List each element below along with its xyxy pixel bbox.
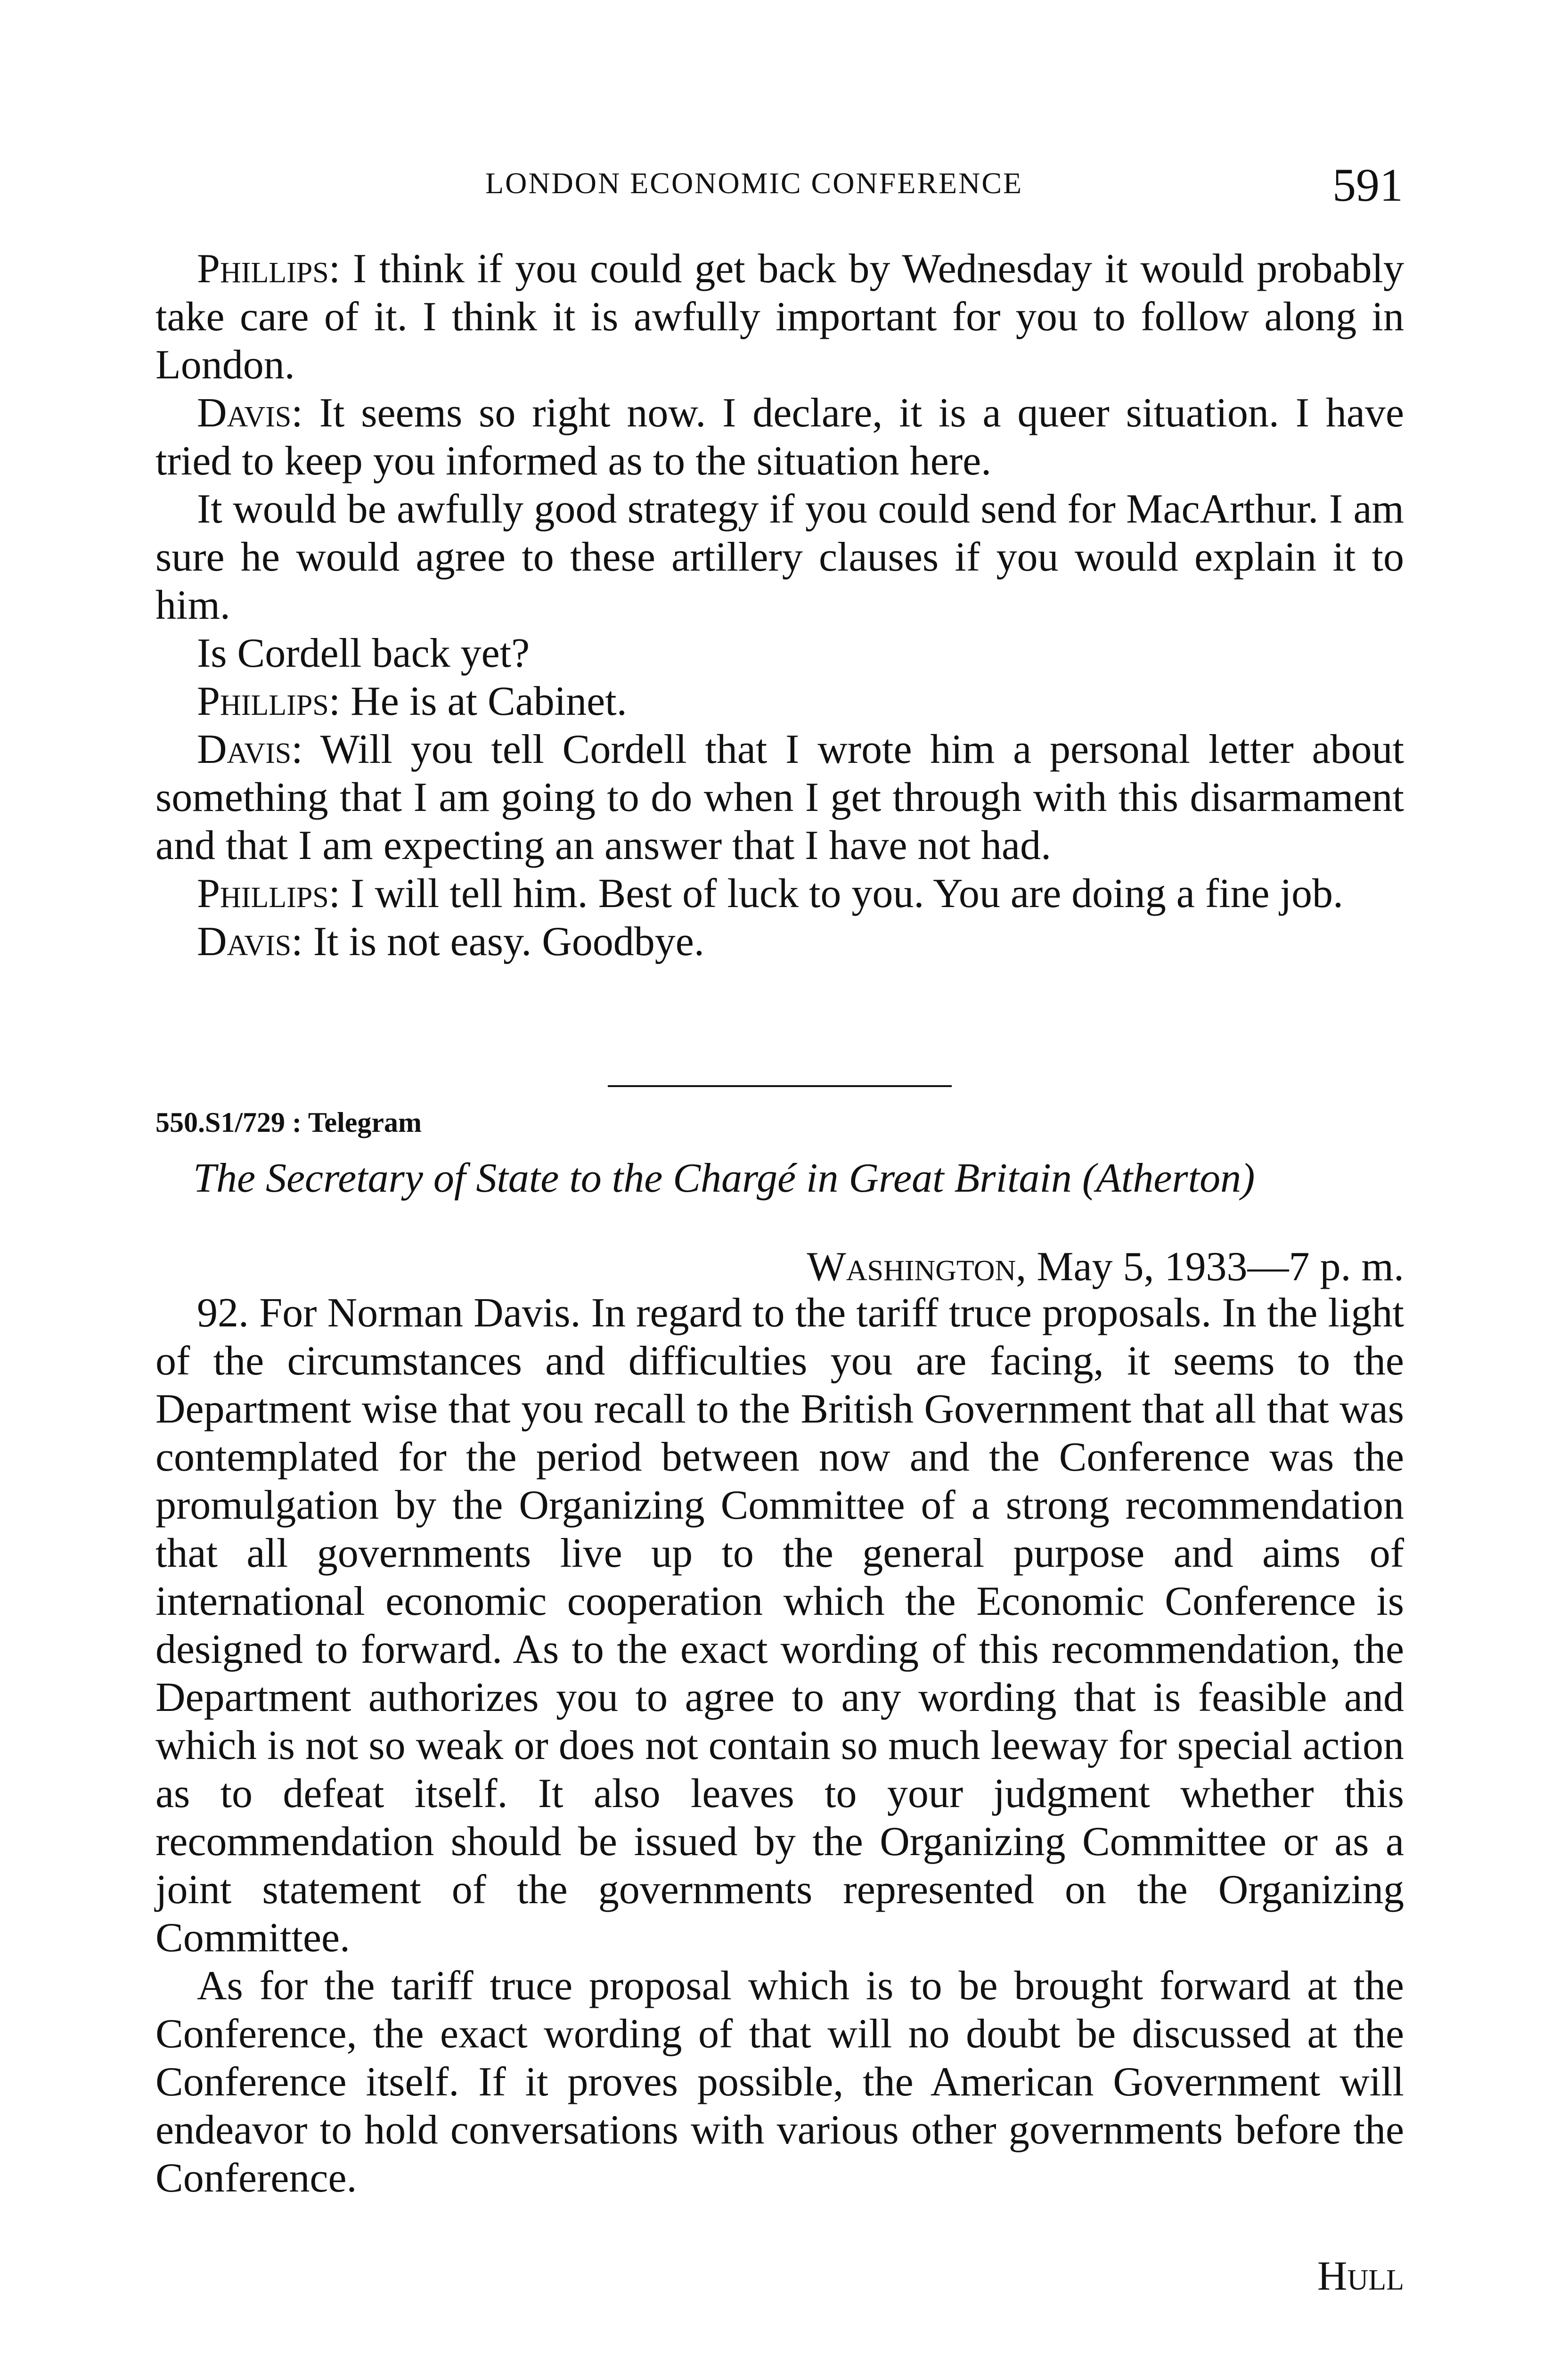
speaker-name: Phillips: [197, 871, 329, 916]
speech-text: : Will you tell Cordell that I wrote him a personal letter about something that I am going to do when I get through with this disarmament and that I am expecting an answer that I have not had.: [155, 727, 1404, 868]
transcript-line: [155, 630, 1404, 678]
speech-text: : I will tell him. Best of luck to you. You are doing a fine job.: [328, 871, 1344, 916]
dateline-place: Washington: [807, 1244, 1016, 1290]
transcript-line: [155, 485, 1404, 630]
running-header: LONDON ECONOMIC CONFERENCE: [485, 166, 1023, 200]
body-paragraph: As for the tariff truce proposal which is to be brought forward at the Conference, the exact wording of that will no doubt be discussed at the Conference itself. If it proves possible, the American Government will endeavor to hold conversations with various other governments before the Conference.: [155, 1963, 1404, 2201]
speaker-name: Phillips: [197, 679, 329, 724]
section-divider: [608, 1085, 952, 1087]
signature: Hull: [1317, 2253, 1404, 2299]
speech-text: Is Cordell back yet?: [197, 630, 530, 676]
speaker-name: Davis: [197, 919, 292, 965]
transcript-line: [155, 678, 1404, 726]
speech-text: : It seems so right now. I declare, it is a queer situation. I have tried to keep you informed as to the situation here.: [155, 390, 1404, 484]
transcript-line: [155, 726, 1404, 870]
file-reference: 550.S1/729 : Telegram: [155, 1107, 422, 1138]
speaker-name: Phillips: [197, 246, 329, 292]
transcript-line: [155, 870, 1404, 918]
transcript-line: [155, 918, 1404, 966]
transcript-block: [155, 245, 1404, 966]
body-paragraph: 92. For Norman Davis. In regard to the tariff truce proposals. In the light of the circumstances and difficulties you are facing, it seems to the Department wise that you recall to the British Government that all that was contemplated for the period between now and the Conference was the promulgation by the Organizing Committee of a strong recommendation that all governments live up to the general purpose and aims of international economic cooperation which the Economic Conference is designed to forward. As to the exact wording of this recommendation, the Department authorizes you to agree to any wording that is feasible and which is not so weak or does not contain so much leeway for special action as to defeat itself. It also leaves to your judgment whether this recommendation should be issued by the Organizing Committee or as a joint statement of the governments represented on the Organizing Committee.: [155, 1290, 1404, 1961]
speaker-name: Davis: [197, 727, 292, 772]
speech-text: : I think if you could get back by Wednesday it would probably take care of it. I think it is awfully important for you to follow along in London.: [155, 246, 1404, 388]
transcript-line: [155, 245, 1404, 389]
speech-text: : It is not easy. Goodbye.: [291, 919, 704, 965]
speech-text: : He is at Cabinet.: [328, 679, 627, 724]
telegram-body: [155, 1289, 1404, 2202]
page-number: 591: [1332, 159, 1403, 211]
speaker-name: Davis: [197, 390, 292, 436]
dateline: [807, 1243, 1404, 1291]
transcript-line: [155, 389, 1404, 485]
speech-text: It would be awfully good strategy if you could send for MacArthur. I am sure he would agree to these artillery clauses if you would explain it to him.: [155, 486, 1404, 628]
document-title: The Secretary of State to the Chargé in Great Britain (Atherton): [193, 1155, 1255, 1201]
dateline-date: , May 5, 1933—7 p. m.: [1016, 1244, 1404, 1290]
